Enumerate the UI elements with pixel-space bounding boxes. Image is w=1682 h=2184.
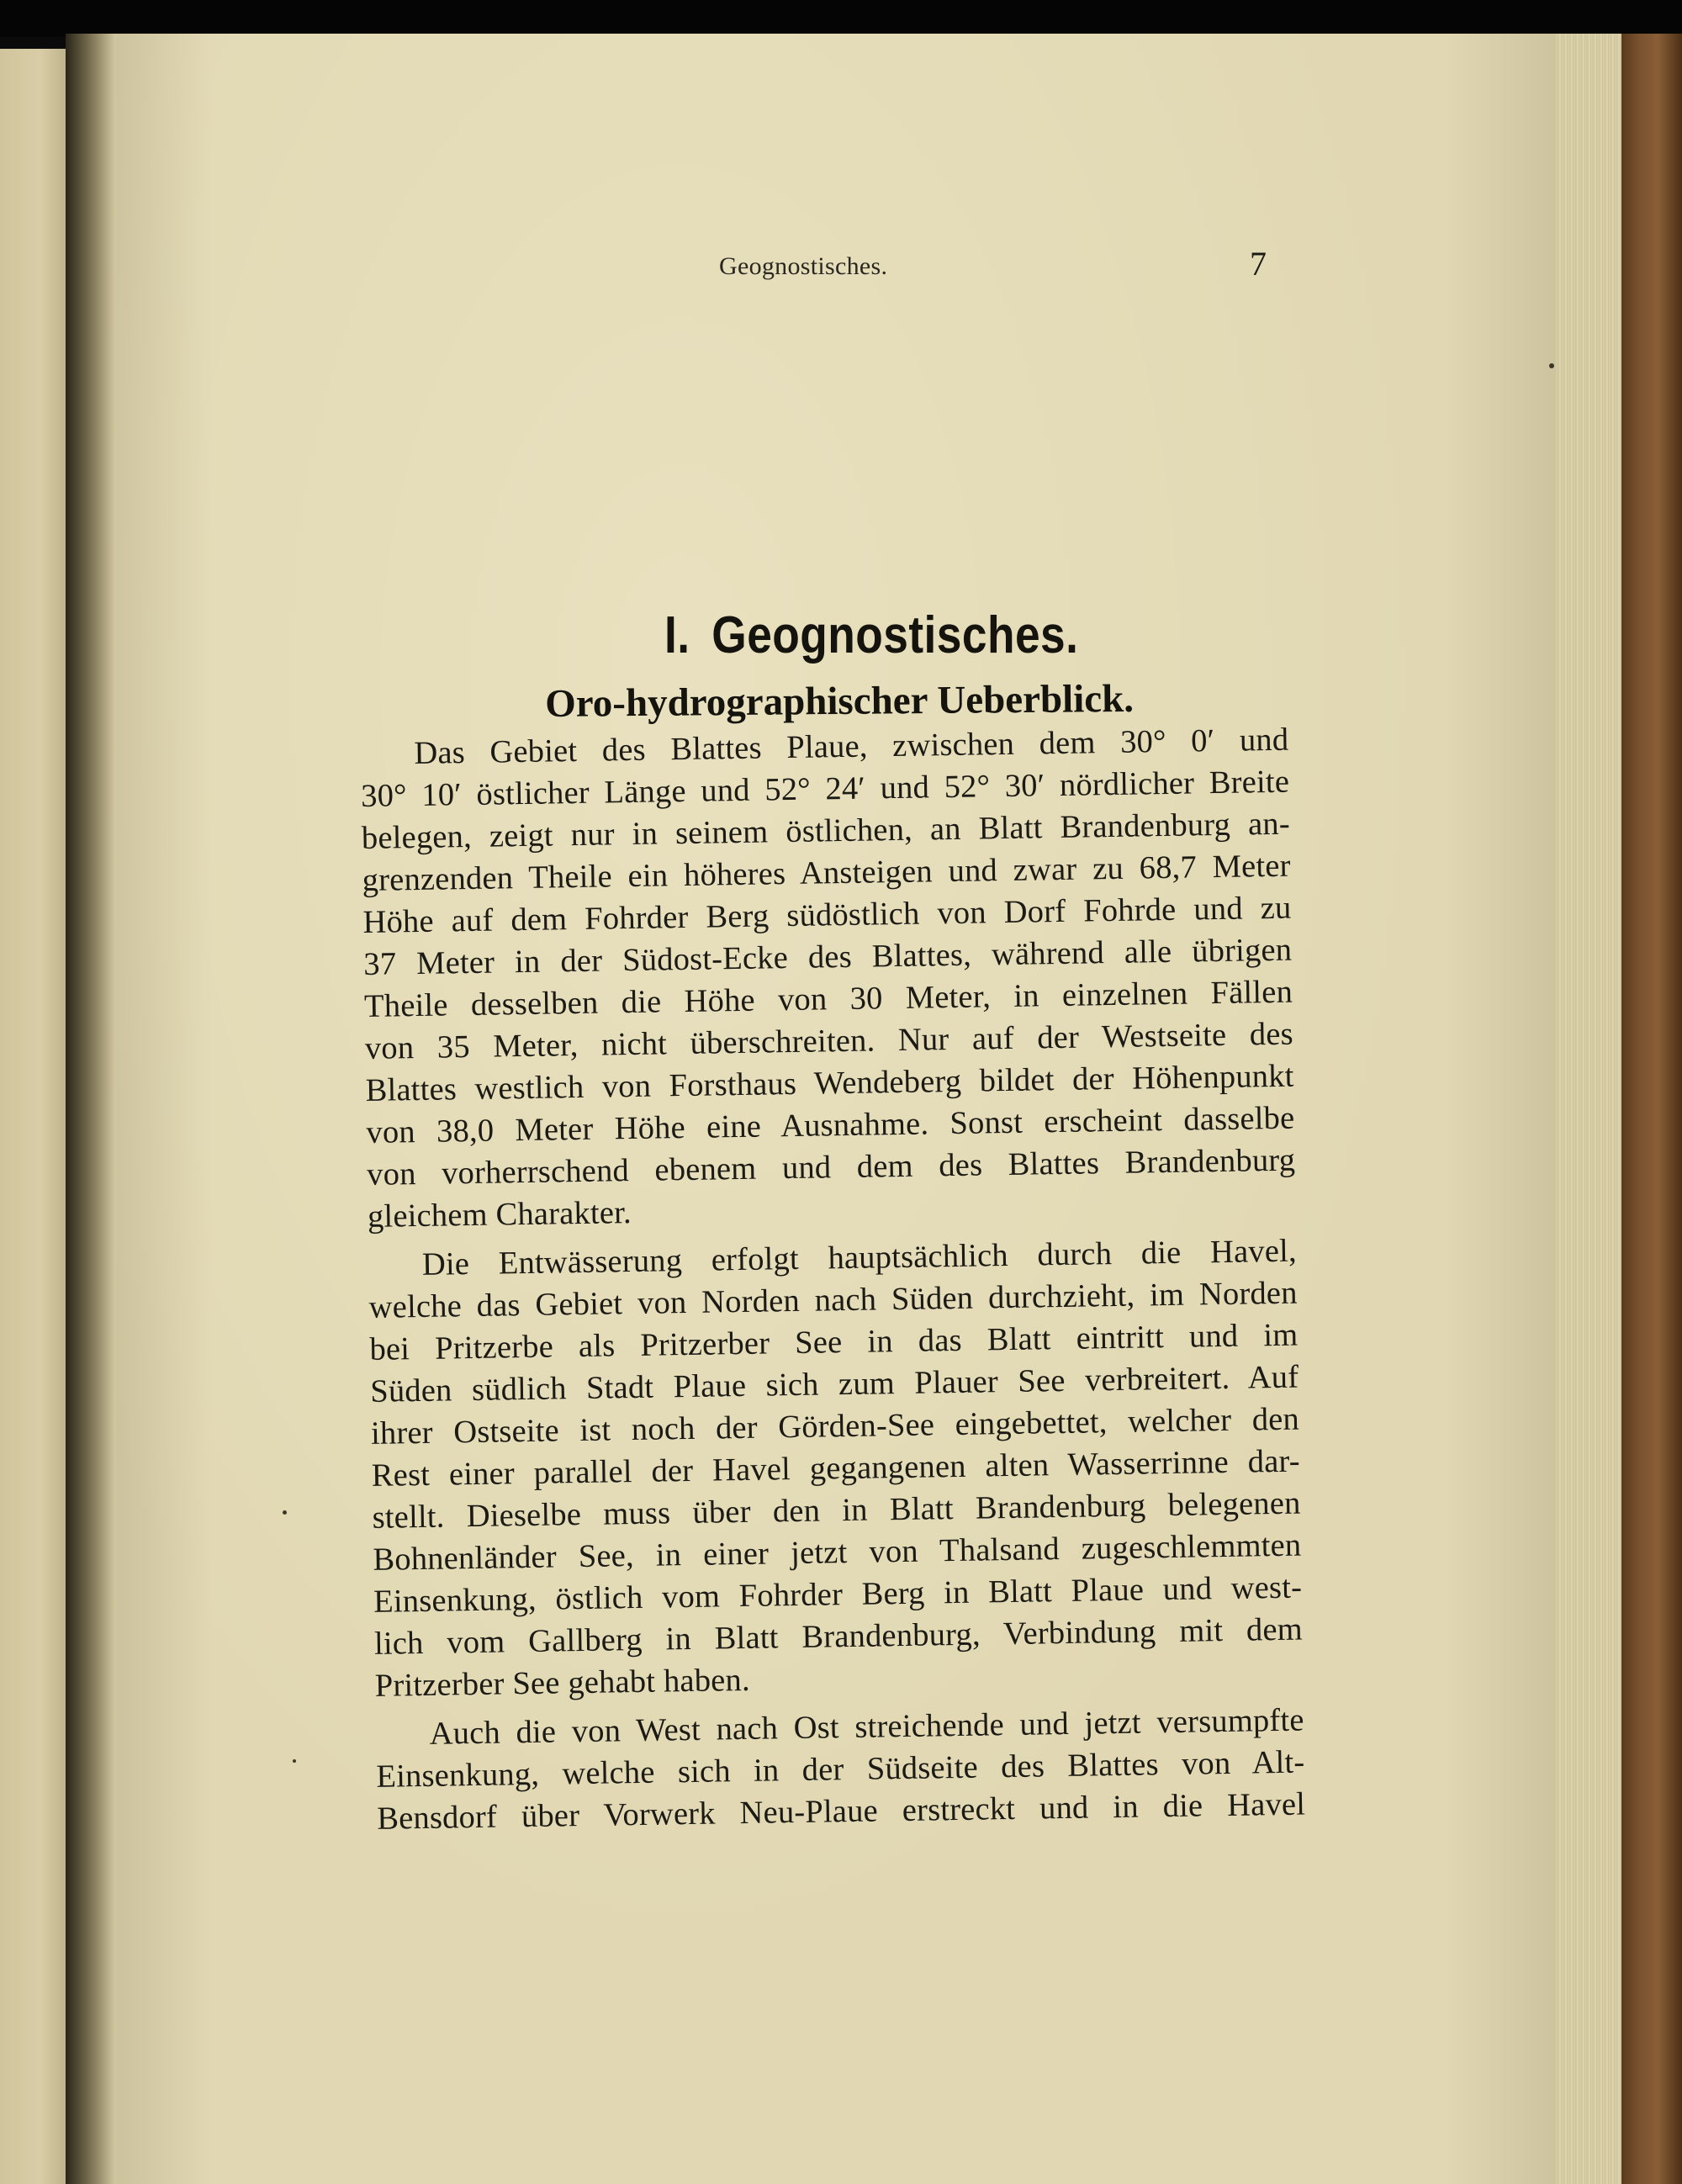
book-gutter [66,34,116,2184]
book-cover-edge [1621,34,1682,2184]
facing-page-edge [0,49,67,2184]
text-line: grenzenden Theile ein höheres Ansteigen und zwar zu 68,7 Meter [362,848,1291,898]
paragraph [375,1700,1305,1840]
text-line: bei Pritzerbe als Pritzerber See in das Blatt eintritt und im [369,1317,1299,1367]
text-line: stellt. Dieselbe muss über den in Blatt Brandenburg belegenen [372,1485,1301,1536]
paper-speck [283,1510,287,1515]
text-line: lich vom Gallberg in Blatt Brandenburg, Verbindung mit dem [373,1611,1304,1662]
text-line: belegen, zeigt nur in seinem östlichen, an Blatt Brandenburg an- [361,806,1291,856]
text-line: Auch die von West nach Ost streichende und jetzt versumpfte [429,1702,1304,1752]
text-line: von 38,0 Meter Höhe eine Ausnahme. Sonst erscheint dasselbe [366,1100,1295,1150]
paper-speck [293,1759,296,1763]
text-line: Bensdorf über Vorwerk Neu-Plaue erstreckt und in die Havel [376,1786,1306,1837]
text-line: ihrer Ostseite ist noch der Görden-See eingebettet, welcher den [370,1401,1300,1452]
paragraph [360,719,1296,1238]
section-title-text: Geognostisches. [711,606,1079,664]
paragraph [368,1230,1304,1707]
text-line: Höhe auf dem Fohrder Berg südöstlich von Dorf Fohrde und zu [362,890,1292,940]
text-line: von vorherrschend ebenem und dem des Blattes Brandenburg [366,1142,1296,1192]
page-number: 7 [1250,245,1267,283]
body-text [360,719,1306,1840]
text-line: Einsenkung, östlich vom Fohrder Berg in Blatt Plaue und west- [373,1569,1303,1620]
running-head: Geognostisches. [719,252,888,280]
text-line: Theile desselben die Höhe von 30 Meter, in einzelnen Fällen [363,974,1293,1024]
page-edges-stack [1556,34,1623,2184]
text-line: Einsenkung, welche sich in der Südseite des Blattes von Alt- [376,1744,1305,1795]
text-line: gleichem Charakter. [367,1195,632,1235]
paper-speck [1549,363,1554,368]
text-line: 37 Meter in der Südost-Ecke des Blattes, während alle übrigen [362,932,1293,982]
text-line: 30° 10′ östlicher Länge und 52° 24′ und 52° 30′ nördlicher Breite [360,764,1290,814]
subsection-heading: Oro-hydrographischer Ueberblick. [545,676,1135,726]
section-heading [664,605,1078,665]
text-line: Pritzerber See gehabt haben. [374,1662,751,1704]
text-line: welche das Gebiet von Norden nach Süden durchzieht, im Norden [368,1275,1298,1325]
scan-background [0,0,1682,37]
text-line: Süden südlich Stadt Plaue sich zum Plauer See verbreitert. Auf [369,1359,1299,1409]
text-line: Das Gebiet des Blattes Plaue, zwischen dem 30° 0′ und [414,722,1289,771]
text-line: Blattes westlich von Forsthaus Wendeberg bildet der Höhenpunkt [365,1058,1294,1108]
text-line: Die Entwässerung erfolgt hauptsächlich durch die Havel, [421,1233,1298,1282]
text-line: Bohnenländer See, in einer jetzt von Thalsand zugeschlemmten [373,1527,1302,1578]
text-line: Rest einer parallel der Havel gegangenen alten Wasserrinne dar- [371,1443,1301,1494]
section-number: I. [664,606,690,664]
text-line: von 35 Meter, nicht überschreiten. Nur auf der Westseite des [364,1016,1294,1066]
